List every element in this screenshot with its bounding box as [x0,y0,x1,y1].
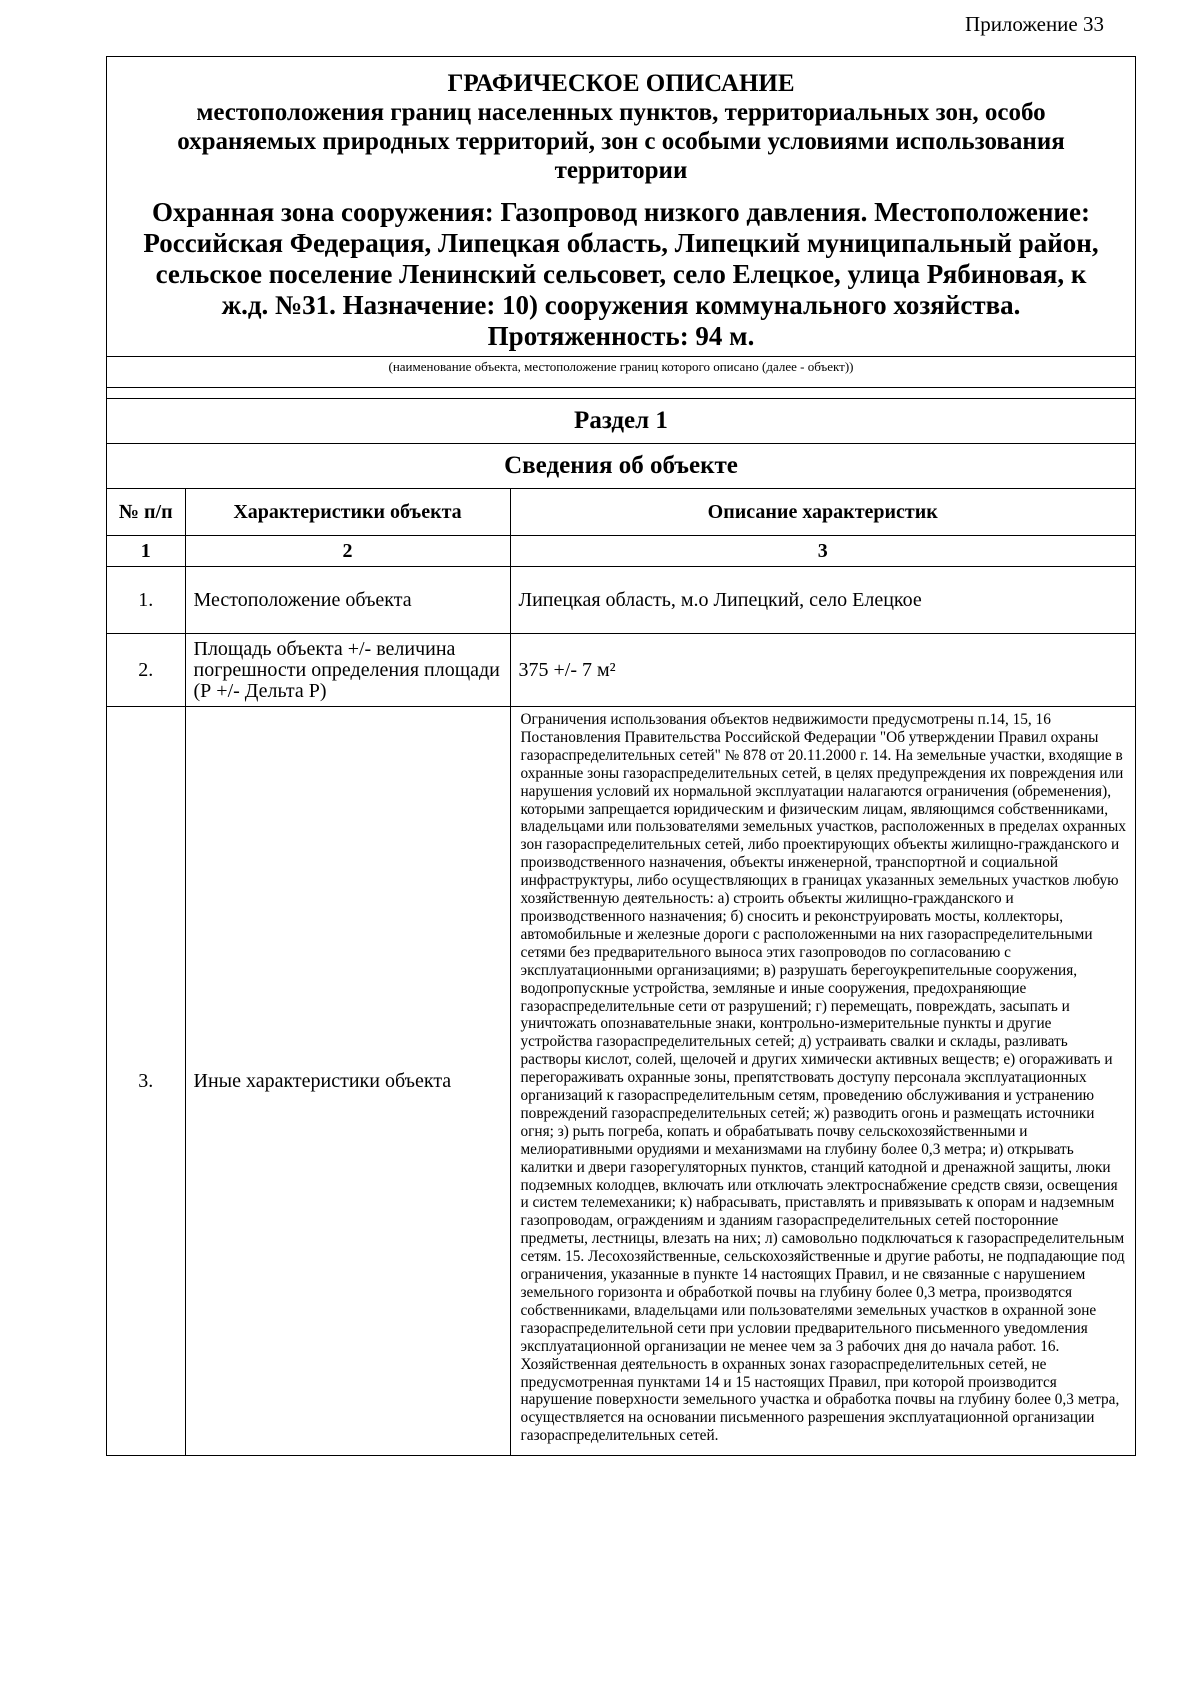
column-header: № п/п [107,489,185,536]
row-characteristic: Иные характеристики объекта [185,707,510,1456]
object-name-line: Охранная зона сооружения: Газопровод низкого давления. Местоположение: [152,197,1090,227]
divider [107,387,1135,398]
object-length-line: Протяженность: 94 м. [487,321,755,351]
document-subtitle-line: территории [554,157,688,184]
row-characteristic: Площадь объекта +/- величина погрешности определения площади (Р +/- Дельта Р) [185,634,510,707]
column-header: Характеристики объекта [185,489,510,536]
row-description: Липецкая область, м.о Липецкий, село Елецкое [510,567,1135,634]
row-number: 1. [107,567,185,634]
document-subtitle-line: охраняемых природных территорий, зон с особыми условиями использования [177,128,1065,155]
document-frame [106,56,1136,1456]
table-row [107,707,1135,1456]
section-title: Раздел 1 [107,398,1135,443]
column-number-row [107,536,1135,567]
column-header: Описание характеристик [510,489,1135,536]
appendix-label: Приложение 33 [965,12,1104,36]
column-number: 3 [510,536,1135,567]
document-header [107,57,1135,356]
object-name-line: Российская Федерация, Липецкая область, Липецкий муниципальный район, [143,228,1099,258]
row-characteristic: Местоположение объекта [185,567,510,634]
object-name-line: ж.д. №31. Назначение: 10) сооружения коммунального хозяйства. [221,290,1021,320]
object-name-line: сельское поселение Ленинский сельсовет, село Елецкое, улица Рябиновая, к [155,259,1087,289]
table-row [107,634,1135,707]
object-info-table [107,488,1135,1455]
table-row [107,567,1135,634]
column-number: 1 [107,536,185,567]
section-subtitle: Сведения об объекте [107,443,1135,488]
row-number: 3. [107,707,185,1456]
table-header-row [107,489,1135,536]
row-description: Ограничения использования объектов недвижимости предусмотрены п.14, 15, 16 Постановления Правительства Российской Федерации "Об утверждении Правил охраны газораспределительных сетей" № 878 от 20.11.2000 г. 14. На земельные участки, входящие в охранные зоны газораспределительных сетей, в целях предупреждения их повреждения или нарушения условий их нормальной эксплуатации налагаются ограничения (обременения), которыми запрещается юридическим и физическим лицам, являющимся собственниками, владельцами или пользователями земельных участков, расположенных в пределах охранных зон газораспределительных сетей, либо проектирующих объекты жилищно-гражданского и производственного назначения, объекты инженерной, транспортной и социальной инфраструктуры, либо осуществляющих в границах указанных земельных участков любую хозяйственную деятельность: а) строить объекты жилищно-гражданского и производственного назначения; б) сносить и реконструировать мосты, коллекторы, автомобильные и железные дороги с расположенными на них газораспределительными сетями без предварительного выноса этих газопроводов по согласованию с эксплуатационными организациями; в) разрушать берегоукрепительные сооружения, водопропускные устройства, земляные и иные сооружения, предохраняющие газораспределительные сети от разрушений; г) перемещать, повреждать, засыпать и уничтожать опознавательные знаки, контрольно-измерительные пункты и другие устройства газораспределительных сетей; д) устраивать свалки и склады, разливать растворы кислот, солей, щелочей и других химически активных веществ; е) огораживать и перегораживать охранные зоны, препятствовать доступу персонала эксплуатационных организаций к газораспределительным сетям, проведению обслуживания и устранению повреждений газораспределительных сетей; ж) разводить огонь и размещать источники огня; з) рыть погреба, копать и обрабатывать почву сельскохозяйственными и мелиоративными орудиями и механизмами на глубину более 0,3 метра; и) открывать калитки и двери газорегуляторных пунктов, станций катодной и дренажной защиты, люки подземных колодцев, включать или отключать электроснабжение средств связи, освещения и систем телемеханики; к) набрасывать, приставлять и привязывать к опорам и надземным газопроводам, ограждениям и зданиям газораспределительных сетей посторонние предметы, лестницы, влезать на них; л) самовольно подключаться к газораспределительным сетям. 15. Лесохозяйственные, сельскохозяйственные и другие работы, не подпадающие под ограничения, указанные в пункте 14 настоящих Правил, и не связанные с нарушением земельного горизонта и обработкой почвы на глубину более 0,3 метра, производятся собственниками, владельцами или пользователями земельных участков в охранной зоне газораспределительной сети при условии предварительного письменного уведомления эксплуатационной организации не менее чем за 3 рабочих дня до начала работ. 16. Хозяйственная деятельность в охранных зонах газораспределительных сетей, не предусмотренная пунктами 14 и 15 настоящих Правил, при которой производится нарушение поверхности земельного участка и обработка почвы на глубину более 0,3 метра, осуществляется на основании письменного разрешения эксплуатационной организации газораспределительных сетей. [510,707,1135,1456]
document-subtitle-line: местоположения границ населенных пунктов, территориальных зон, особо [196,99,1046,126]
column-number: 2 [185,536,510,567]
row-description: 375 +/- 7 м² [510,634,1135,707]
document-title: ГРАФИЧЕСКОЕ ОПИСАНИЕ [447,70,795,97]
object-caption-note: (наименование объекта, местоположение границ которого описано (далее - объект)) [107,356,1135,387]
row-number: 2. [107,634,185,707]
